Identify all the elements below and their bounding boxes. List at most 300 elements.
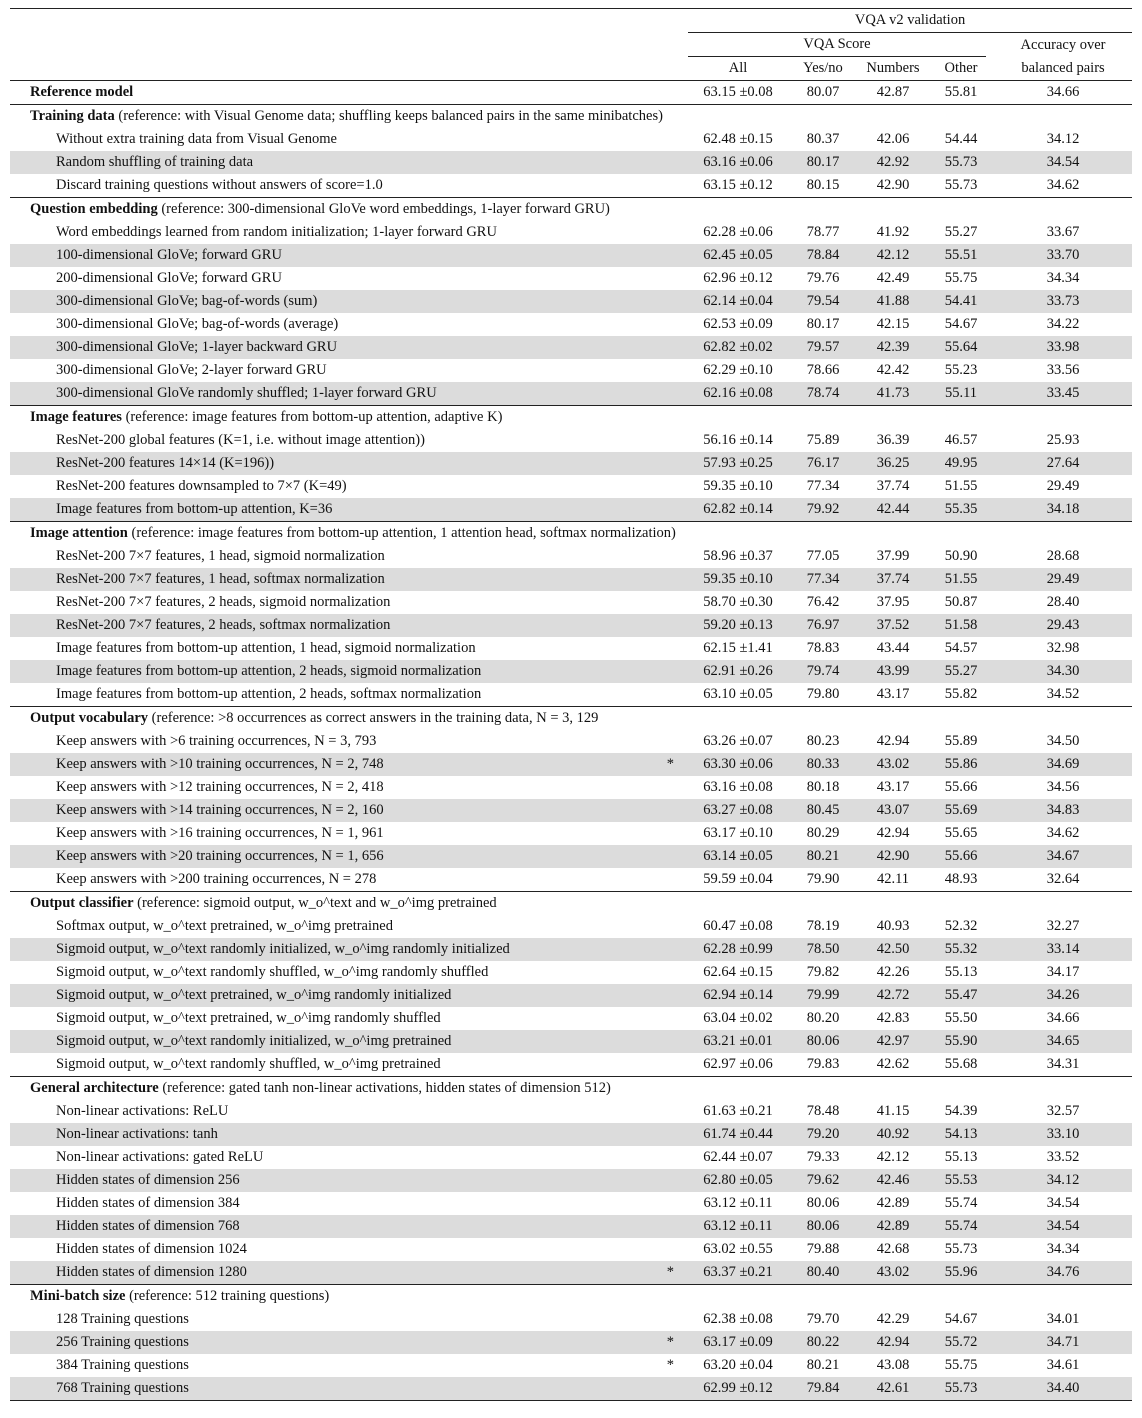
best-marker xyxy=(650,267,688,290)
cell-all: 62.29 ±0.10 xyxy=(703,362,773,378)
row-label: Discard training questions without answers of score=1.0 xyxy=(56,177,383,193)
cell-all: 62.28 ±0.99 xyxy=(688,938,788,961)
cell-numbers: 42.61 xyxy=(858,1377,928,1401)
best-marker xyxy=(650,915,688,938)
cell-numbers: 43.99 xyxy=(858,660,928,683)
cell-other: 55.66 xyxy=(944,779,978,795)
row-label: Hidden states of dimension 256 xyxy=(10,1169,650,1192)
cell-yesno: 77.34 xyxy=(806,478,840,494)
reference-yesno: 80.07 xyxy=(788,81,858,105)
cell-other: 54.13 xyxy=(928,1123,994,1146)
best-marker xyxy=(650,845,688,868)
cell-yesno: 80.22 xyxy=(788,1331,858,1354)
cell-other: 55.68 xyxy=(944,1056,978,1072)
row-label: Keep answers with >12 training occurrences, N = 2, 418 xyxy=(56,779,384,795)
table-row xyxy=(10,452,1132,475)
cell-other: 55.73 xyxy=(928,151,994,174)
header-other: Other xyxy=(944,60,978,76)
cell-yesno: 79.20 xyxy=(788,1123,858,1146)
cell-accuracy: 34.69 xyxy=(994,753,1132,776)
best-marker xyxy=(650,359,688,382)
cell-accuracy: 32.57 xyxy=(1046,1103,1080,1119)
cell-all: 63.16 ±0.08 xyxy=(703,779,773,795)
header-all: All xyxy=(728,60,748,76)
cell-other: 55.74 xyxy=(928,1215,994,1238)
cell-yesno: 80.06 xyxy=(788,1215,858,1238)
reference-all: 63.15 ±0.08 xyxy=(688,81,788,105)
cell-other: 50.87 xyxy=(944,594,978,610)
cell-accuracy: 34.71 xyxy=(994,1331,1132,1354)
row-label: Keep answers with >6 training occurrences, N = 3, 793 xyxy=(56,733,377,749)
cell-accuracy: 33.56 xyxy=(1046,362,1080,378)
section-header xyxy=(10,198,1132,222)
cell-yesno: 79.92 xyxy=(788,498,858,522)
cell-other: 55.32 xyxy=(928,938,994,961)
best-marker xyxy=(650,1192,688,1215)
best-marker xyxy=(650,660,688,683)
row-label: ResNet-200 7×7 features, 2 heads, sigmoid normalization xyxy=(56,594,391,610)
section-header-row xyxy=(10,105,1132,129)
section-header-row xyxy=(10,707,1132,731)
cell-yesno: 77.05 xyxy=(806,548,840,564)
cell-numbers: 41.73 xyxy=(858,382,928,406)
cell-all: 62.28 ±0.06 xyxy=(703,224,773,240)
best-marker xyxy=(650,290,688,313)
cell-other: 55.47 xyxy=(928,984,994,1007)
table-row xyxy=(10,1331,1132,1354)
cell-yesno: 79.88 xyxy=(806,1241,840,1257)
row-label: Keep answers with >200 training occurrences, N = 278 xyxy=(56,871,377,887)
cell-accuracy: 34.54 xyxy=(994,1215,1132,1238)
cell-other: 55.11 xyxy=(928,382,994,406)
cell-all: 62.15 ±1.41 xyxy=(703,640,773,656)
section-note: (reference: sigmoid output, w_o^text and w_o^img pretrained xyxy=(133,895,497,911)
cell-other: 55.64 xyxy=(928,336,994,359)
cell-all: 63.12 ±0.11 xyxy=(688,1215,788,1238)
best-marker xyxy=(650,868,688,892)
cell-yesno: 78.84 xyxy=(788,244,858,267)
row-label: ResNet-200 7×7 features, 2 heads, softmax normalization xyxy=(10,614,650,637)
cell-all: 62.45 ±0.05 xyxy=(688,244,788,267)
cell-other: 55.90 xyxy=(928,1030,994,1053)
cell-accuracy: 34.61 xyxy=(1046,1357,1080,1373)
cell-numbers: 42.97 xyxy=(858,1030,928,1053)
row-label: Softmax output, w_o^text pretrained, w_o^img pretrained xyxy=(56,918,393,934)
row-label: Sigmoid output, w_o^text randomly initialized, w_o^img randomly initialized xyxy=(10,938,650,961)
cell-all: 63.14 ±0.05 xyxy=(688,845,788,868)
best-marker xyxy=(650,382,688,406)
table-row xyxy=(10,151,1132,174)
cell-yesno: 79.54 xyxy=(788,290,858,313)
best-marker xyxy=(650,776,688,799)
table-row xyxy=(10,336,1132,359)
section-header xyxy=(10,522,1132,546)
cell-accuracy: 33.45 xyxy=(994,382,1132,406)
section-header-row xyxy=(10,406,1132,430)
table-row xyxy=(10,1192,1132,1215)
header-vqa-v2-validation: VQA v2 validation xyxy=(688,9,1132,34)
cell-other: 48.93 xyxy=(944,871,978,887)
table-body xyxy=(10,81,1132,1401)
cell-other: 55.53 xyxy=(928,1169,994,1192)
row-label: Sigmoid output, w_o^text pretrained, w_o^img randomly shuffled xyxy=(56,1010,441,1026)
row-label: ResNet-200 features 14×14 (K=196)) xyxy=(10,452,650,475)
cell-all: 62.91 ±0.26 xyxy=(688,660,788,683)
row-label: Hidden states of dimension 1024 xyxy=(56,1241,247,1257)
row-label: Non-linear activations: tanh xyxy=(10,1123,650,1146)
best-marker xyxy=(650,683,688,707)
cell-all: 63.37 ±0.21 xyxy=(688,1261,788,1285)
best-marker: * xyxy=(650,1331,688,1354)
cell-accuracy: 29.49 xyxy=(994,568,1132,591)
cell-accuracy: 32.98 xyxy=(1046,640,1080,656)
row-label: Non-linear activations: gated ReLU xyxy=(56,1149,264,1165)
best-marker xyxy=(650,1100,688,1123)
cell-accuracy: 33.14 xyxy=(994,938,1132,961)
cell-numbers: 42.12 xyxy=(858,244,928,267)
row-label: ResNet-200 7×7 features, 1 head, sigmoid normalization xyxy=(56,548,385,564)
section-note: (reference: image features from bottom-up attention, 1 attention head, softmax normalization) xyxy=(127,525,676,541)
section-note: (reference: image features from bottom-up attention, adaptive K) xyxy=(121,409,503,425)
table-row xyxy=(10,984,1132,1007)
best-marker: * xyxy=(650,1261,688,1285)
table-row xyxy=(10,1123,1132,1146)
header-accuracy-line1: Accuracy over xyxy=(1020,36,1106,53)
header-vqa-score: VQA Score xyxy=(688,33,994,57)
cell-accuracy: 34.26 xyxy=(994,984,1132,1007)
cell-other: 55.75 xyxy=(944,1357,978,1373)
cell-other: 55.51 xyxy=(928,244,994,267)
table-row xyxy=(10,1007,1132,1030)
cell-other: 54.57 xyxy=(944,640,978,656)
table-row xyxy=(10,498,1132,522)
best-marker xyxy=(650,174,688,198)
table-row xyxy=(10,545,1132,568)
cell-accuracy: 27.64 xyxy=(994,452,1132,475)
row-label: Sigmoid output, w_o^text pretrained, w_o^img randomly initialized xyxy=(10,984,650,1007)
row-label: Keep answers with >10 training occurrences, N = 2, 748 xyxy=(10,753,650,776)
cell-yesno: 80.37 xyxy=(806,131,840,147)
cell-all: 59.35 ±0.10 xyxy=(688,568,788,591)
table-row xyxy=(10,244,1132,267)
cell-numbers: 37.95 xyxy=(876,594,910,610)
cell-accuracy: 34.30 xyxy=(994,660,1132,683)
cell-all: 63.21 ±0.01 xyxy=(688,1030,788,1053)
cell-yesno: 80.18 xyxy=(806,779,840,795)
table-row xyxy=(10,1215,1132,1238)
cell-all: 63.27 ±0.08 xyxy=(688,799,788,822)
table-row xyxy=(10,128,1132,151)
row-label: Sigmoid output, w_o^text randomly shuffled, w_o^img pretrained xyxy=(56,1056,441,1072)
section-note: (reference: 300-dimensional GloVe word embeddings, 1-layer forward GRU) xyxy=(157,201,610,217)
cell-other: 54.67 xyxy=(944,1311,978,1327)
cell-accuracy: 34.22 xyxy=(1046,316,1080,332)
cell-other: 49.95 xyxy=(928,452,994,475)
cell-numbers: 37.74 xyxy=(876,478,910,494)
cell-numbers: 42.29 xyxy=(876,1311,910,1327)
cell-all: 63.10 ±0.05 xyxy=(703,686,773,702)
table-row xyxy=(10,359,1132,382)
cell-yesno: 80.17 xyxy=(806,316,840,332)
section-header-row xyxy=(10,1077,1132,1101)
cell-yesno: 80.45 xyxy=(788,799,858,822)
cell-accuracy: 34.56 xyxy=(1046,779,1080,795)
row-label: 200-dimensional GloVe; forward GRU xyxy=(56,270,282,286)
cell-numbers: 42.46 xyxy=(858,1169,928,1192)
row-label: Hidden states of dimension 768 xyxy=(10,1215,650,1238)
section-header-row xyxy=(10,892,1132,916)
cell-yesno: 80.40 xyxy=(788,1261,858,1285)
best-marker xyxy=(650,730,688,753)
row-label: 300-dimensional GloVe; 2-layer forward GRU xyxy=(56,362,327,378)
cell-other: 51.55 xyxy=(944,478,978,494)
cell-all: 63.20 ±0.04 xyxy=(703,1357,773,1373)
cell-numbers: 43.44 xyxy=(876,640,910,656)
reference-row xyxy=(10,81,1132,105)
cell-numbers: 42.49 xyxy=(876,270,910,286)
cell-all: 63.15 ±0.12 xyxy=(703,177,773,193)
cell-other: 55.69 xyxy=(928,799,994,822)
cell-other: 51.55 xyxy=(928,568,994,591)
table-row xyxy=(10,868,1132,892)
table-row xyxy=(10,382,1132,406)
cell-numbers: 37.99 xyxy=(876,548,910,564)
cell-accuracy: 29.49 xyxy=(1046,478,1080,494)
table-row xyxy=(10,822,1132,845)
section-title: Training data xyxy=(30,108,115,124)
cell-accuracy: 28.40 xyxy=(1046,594,1080,610)
cell-numbers: 42.42 xyxy=(876,362,910,378)
best-marker xyxy=(650,822,688,845)
section-title: Image features xyxy=(30,409,122,425)
table-row xyxy=(10,290,1132,313)
table-row xyxy=(10,614,1132,637)
cell-yesno: 79.90 xyxy=(806,871,840,887)
best-marker xyxy=(650,128,688,151)
best-marker: * xyxy=(666,1357,674,1373)
row-label: Non-linear activations: ReLU xyxy=(56,1103,229,1119)
cell-all: 62.80 ±0.05 xyxy=(688,1169,788,1192)
cell-accuracy: 34.66 xyxy=(1046,1010,1080,1026)
section-header-row xyxy=(10,522,1132,546)
row-label: Keep answers with >14 training occurrences, N = 2, 160 xyxy=(10,799,650,822)
table-row xyxy=(10,1354,1132,1377)
table-row xyxy=(10,799,1132,822)
cell-accuracy: 34.34 xyxy=(1046,1241,1080,1257)
table-row xyxy=(10,730,1132,753)
best-marker xyxy=(650,1030,688,1053)
row-label: Without extra training data from Visual Genome xyxy=(56,131,337,147)
section-title: Image attention xyxy=(30,525,128,541)
cell-accuracy: 33.73 xyxy=(994,290,1132,313)
header-row-group xyxy=(10,9,1132,34)
cell-yesno: 79.33 xyxy=(806,1149,840,1165)
cell-accuracy: 32.27 xyxy=(1046,918,1080,934)
cell-all: 57.93 ±0.25 xyxy=(688,452,788,475)
cell-yesno: 78.83 xyxy=(806,640,840,656)
header-row-score xyxy=(10,33,1132,57)
cell-numbers: 40.93 xyxy=(876,918,910,934)
cell-other: 55.50 xyxy=(944,1010,978,1026)
cell-numbers: 42.92 xyxy=(858,151,928,174)
table-row xyxy=(10,1238,1132,1261)
cell-numbers: 43.02 xyxy=(858,753,928,776)
cell-other: 55.73 xyxy=(944,1241,978,1257)
cell-yesno: 78.74 xyxy=(788,382,858,406)
cell-yesno: 80.17 xyxy=(788,151,858,174)
cell-all: 59.20 ±0.13 xyxy=(688,614,788,637)
cell-numbers: 41.92 xyxy=(876,224,910,240)
row-label: 300-dimensional GloVe; 1-layer backward GRU xyxy=(10,336,650,359)
cell-accuracy: 34.67 xyxy=(994,845,1132,868)
best-marker xyxy=(650,637,688,660)
reference-accuracy: 34.66 xyxy=(994,81,1132,105)
cell-other: 55.65 xyxy=(944,825,978,841)
row-label: Hidden states of dimension 1280 xyxy=(10,1261,650,1285)
row-label: Keep answers with >16 training occurrences, N = 1, 961 xyxy=(56,825,384,841)
cell-all: 63.26 ±0.07 xyxy=(703,733,773,749)
cell-yesno: 78.50 xyxy=(788,938,858,961)
section-header xyxy=(10,1077,1132,1101)
cell-numbers: 42.94 xyxy=(876,825,910,841)
cell-numbers: 37.52 xyxy=(858,614,928,637)
section-header-row xyxy=(10,198,1132,222)
reference-numbers: 42.87 xyxy=(858,81,928,105)
cell-other: 55.89 xyxy=(944,733,978,749)
table-row xyxy=(10,915,1132,938)
cell-accuracy: 34.31 xyxy=(1046,1056,1080,1072)
cell-numbers: 42.12 xyxy=(876,1149,910,1165)
table-row xyxy=(10,1261,1132,1285)
cell-yesno: 79.70 xyxy=(806,1311,840,1327)
cell-all: 63.30 ±0.06 xyxy=(688,753,788,776)
row-label: Image features from bottom-up attention, 2 heads, sigmoid normalization xyxy=(10,660,650,683)
cell-yesno: 78.66 xyxy=(806,362,840,378)
cell-other: 55.96 xyxy=(928,1261,994,1285)
best-marker xyxy=(650,799,688,822)
cell-yesno: 80.33 xyxy=(788,753,858,776)
table-row xyxy=(10,753,1132,776)
cell-numbers: 36.25 xyxy=(858,452,928,475)
cell-numbers: 42.89 xyxy=(876,1195,910,1211)
best-marker xyxy=(650,475,688,498)
row-label: 128 Training questions xyxy=(56,1311,189,1327)
cell-numbers: 42.94 xyxy=(858,1331,928,1354)
cell-accuracy: 34.01 xyxy=(1046,1311,1080,1327)
row-label: 768 Training questions xyxy=(10,1377,650,1401)
best-marker xyxy=(650,961,688,984)
row-label: ResNet-200 features downsampled to 7×7 (K=49) xyxy=(56,478,347,494)
cell-all: 62.16 ±0.08 xyxy=(688,382,788,406)
row-label: ResNet-200 global features (K=1, i.e. without image attention)) xyxy=(56,432,425,448)
cell-yesno: 75.89 xyxy=(806,432,840,448)
cell-numbers: 42.90 xyxy=(858,845,928,868)
cell-other: 55.35 xyxy=(928,498,994,522)
cell-yesno: 79.57 xyxy=(788,336,858,359)
cell-numbers: 42.50 xyxy=(858,938,928,961)
cell-yesno: 80.23 xyxy=(806,733,840,749)
section-title: General architecture xyxy=(30,1080,159,1096)
cell-accuracy: 34.76 xyxy=(994,1261,1132,1285)
cell-numbers: 43.17 xyxy=(876,779,910,795)
cell-all: 62.96 ±0.12 xyxy=(703,270,773,286)
cell-yesno: 79.74 xyxy=(788,660,858,683)
row-label: Hidden states of dimension 384 xyxy=(56,1195,240,1211)
cell-other: 55.73 xyxy=(928,1377,994,1401)
cell-accuracy: 33.10 xyxy=(994,1123,1132,1146)
cell-other: 54.41 xyxy=(928,290,994,313)
cell-numbers: 43.08 xyxy=(876,1357,910,1373)
best-marker xyxy=(650,244,688,267)
row-label: Random shuffling of training data xyxy=(10,151,650,174)
cell-accuracy: 34.65 xyxy=(994,1030,1132,1053)
cell-accuracy: 34.40 xyxy=(994,1377,1132,1401)
best-marker xyxy=(650,545,688,568)
cell-all: 62.14 ±0.04 xyxy=(688,290,788,313)
table-row xyxy=(10,938,1132,961)
cell-other: 55.23 xyxy=(944,362,978,378)
cell-all: 58.96 ±0.37 xyxy=(703,548,773,564)
cell-numbers: 43.02 xyxy=(858,1261,928,1285)
cell-other: 50.90 xyxy=(944,548,978,564)
best-marker xyxy=(650,1007,688,1030)
cell-yesno: 79.62 xyxy=(788,1169,858,1192)
best-marker xyxy=(650,1053,688,1077)
cell-all: 63.16 ±0.06 xyxy=(688,151,788,174)
cell-yesno: 76.97 xyxy=(788,614,858,637)
cell-all: 63.17 ±0.10 xyxy=(703,825,773,841)
row-label: 256 Training questions xyxy=(10,1331,650,1354)
cell-other: 55.66 xyxy=(928,845,994,868)
cell-yesno: 79.83 xyxy=(806,1056,840,1072)
section-title: Mini-batch size xyxy=(30,1288,126,1304)
table-row xyxy=(10,1030,1132,1053)
best-marker xyxy=(650,568,688,591)
cell-other: 55.27 xyxy=(928,660,994,683)
cell-other: 55.86 xyxy=(928,753,994,776)
cell-other: 55.75 xyxy=(944,270,978,286)
cell-all: 62.82 ±0.14 xyxy=(688,498,788,522)
cell-all: 62.99 ±0.12 xyxy=(688,1377,788,1401)
cell-numbers: 42.90 xyxy=(876,177,910,193)
best-marker xyxy=(650,151,688,174)
cell-other: 55.73 xyxy=(944,177,978,193)
cell-all: 62.94 ±0.14 xyxy=(688,984,788,1007)
table-row xyxy=(10,637,1132,660)
cell-yesno: 78.19 xyxy=(806,918,840,934)
cell-numbers: 36.39 xyxy=(876,432,910,448)
row-label: ResNet-200 7×7 features, 1 head, softmax normalization xyxy=(10,568,650,591)
table-row xyxy=(10,1053,1132,1077)
section-note: (reference: 512 training questions) xyxy=(125,1288,330,1304)
cell-all: 59.35 ±0.10 xyxy=(703,478,773,494)
cell-numbers: 42.06 xyxy=(876,131,910,147)
cell-yesno: 79.80 xyxy=(806,686,840,702)
cell-accuracy: 34.54 xyxy=(994,151,1132,174)
cell-other: 51.58 xyxy=(928,614,994,637)
section-note: (reference: with Visual Genome data; shuffling keeps balanced pairs in the same minibatches) xyxy=(114,108,663,124)
table-row xyxy=(10,591,1132,614)
section-title: Question embedding xyxy=(30,201,158,217)
cell-other: 55.13 xyxy=(944,1149,978,1165)
cell-yesno: 76.42 xyxy=(806,594,840,610)
cell-numbers: 37.74 xyxy=(858,568,928,591)
section-note: (reference: >8 occurrences as correct answers in the training data, N = 3, 129 xyxy=(148,710,599,726)
reference-other: 55.81 xyxy=(928,81,994,105)
cell-other: 55.13 xyxy=(944,964,978,980)
cell-numbers: 42.39 xyxy=(858,336,928,359)
header-accuracy-line2: balanced pairs xyxy=(1021,60,1105,76)
